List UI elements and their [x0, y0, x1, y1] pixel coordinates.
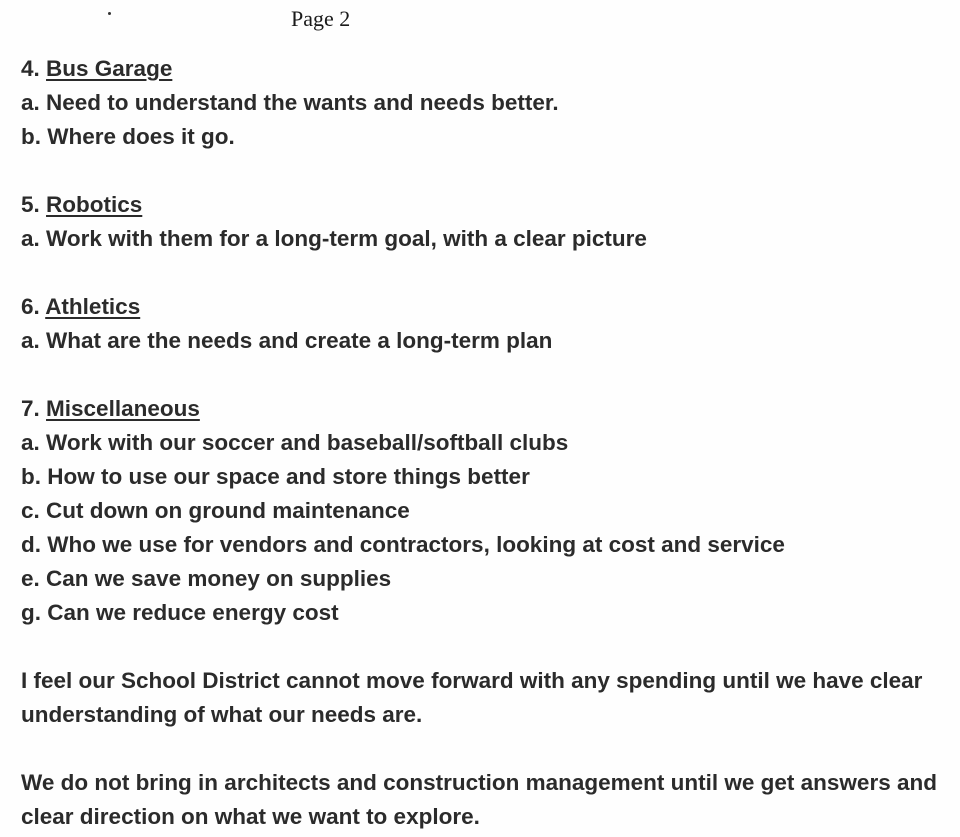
closing-paragraph: I feel our School District cannot move forward with any spending until we have clear understanding of what our needs are.	[21, 668, 923, 727]
section-title: Miscellaneous	[46, 396, 200, 421]
spacer	[21, 358, 946, 392]
list-item: b. How to use our space and store things better	[21, 464, 530, 489]
list-item: a. What are the needs and create a long-term plan	[21, 328, 553, 353]
list-item: a. Work with our soccer and baseball/softball clubs	[21, 430, 569, 455]
section-number: 4.	[21, 56, 40, 81]
section-title: Athletics	[45, 294, 141, 319]
section-title: Bus Garage	[46, 56, 173, 81]
spacer	[21, 154, 946, 188]
section-heading-athletics	[21, 290, 946, 324]
list-item: c. Cut down on ground maintenance	[21, 498, 410, 523]
list-item: d. Who we use for vendors and contractors, looking at cost and service	[21, 532, 785, 557]
document-body	[21, 52, 946, 834]
page-number: Page 2	[291, 6, 351, 31]
section-number: 6.	[21, 294, 40, 319]
section-heading-robotics	[21, 188, 946, 222]
section-number: 5.	[21, 192, 40, 217]
closing-paragraph: We do not bring in architects and construction management until we get answers and clear direction on what we want to explore.	[21, 770, 937, 829]
list-item: a. Need to understand the wants and needs better.	[21, 90, 559, 115]
list-item: a. Work with them for a long-term goal, with a clear picture	[21, 226, 647, 251]
spacer	[21, 630, 946, 664]
list-item: e. Can we save money on supplies	[21, 566, 392, 591]
spacer	[21, 732, 946, 766]
spacer	[21, 256, 946, 290]
section-heading-miscellaneous	[21, 392, 946, 426]
section-heading-bus-garage	[21, 52, 946, 86]
section-number: 7.	[21, 396, 40, 421]
section-title: Robotics	[46, 192, 143, 217]
scan-speck	[108, 12, 111, 15]
list-item: b. Where does it go.	[21, 124, 235, 149]
list-item: g. Can we reduce energy cost	[21, 600, 339, 625]
